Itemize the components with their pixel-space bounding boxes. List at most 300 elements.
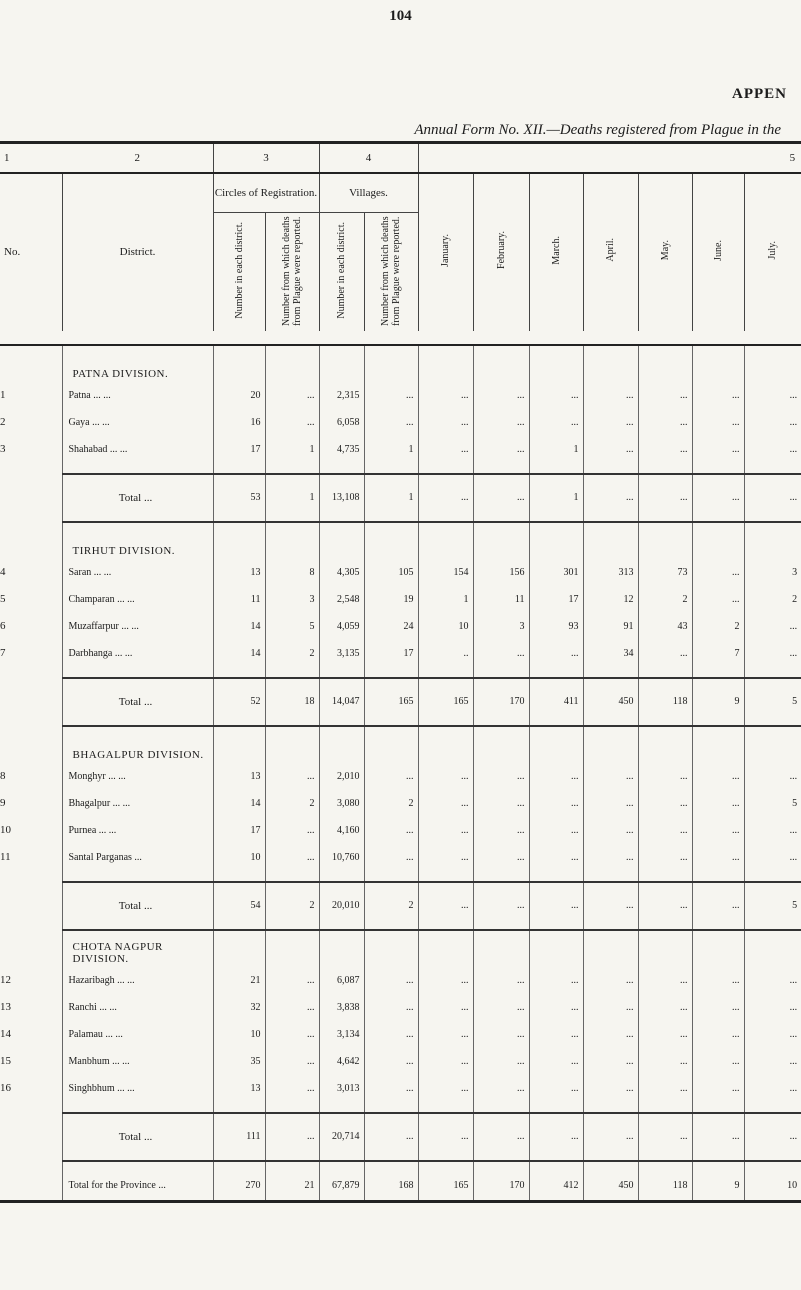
table-cell: ... bbox=[529, 763, 583, 790]
table-cell: ... bbox=[692, 844, 744, 871]
table-cell: 2,010 bbox=[319, 763, 364, 790]
row-number bbox=[0, 930, 62, 967]
table-cell: ... bbox=[364, 1075, 418, 1102]
row-number bbox=[0, 1161, 62, 1172]
total-row bbox=[0, 1113, 801, 1161]
table-cell: 14 bbox=[213, 790, 265, 817]
table-cell: 3,135 bbox=[319, 640, 364, 667]
villages-number-header bbox=[319, 213, 364, 331]
table-cell: 14 bbox=[213, 640, 265, 667]
table-cell bbox=[744, 522, 801, 559]
table-cell: ... bbox=[529, 817, 583, 844]
table-cell bbox=[265, 1102, 319, 1113]
table-cell: 154 bbox=[418, 559, 473, 586]
table-cell: ... bbox=[638, 382, 692, 409]
column-number-row bbox=[0, 143, 801, 174]
month-label: March. bbox=[550, 235, 562, 265]
table-cell: ... bbox=[364, 409, 418, 436]
table-cell bbox=[319, 726, 364, 763]
table-cell bbox=[744, 930, 801, 967]
table-cell bbox=[583, 1161, 638, 1172]
table-cell: ... bbox=[364, 994, 418, 1021]
table-cell: ... bbox=[583, 1048, 638, 1075]
total-cell: ... bbox=[364, 1113, 418, 1161]
circles-number-header bbox=[213, 213, 265, 331]
row-number: 7 bbox=[0, 647, 6, 659]
month-label: May. bbox=[659, 240, 671, 261]
table-cell: ... bbox=[638, 817, 692, 844]
table-cell bbox=[418, 726, 473, 763]
total-cell: 1 bbox=[529, 474, 583, 522]
grand-total-cell: 10 bbox=[744, 1172, 801, 1202]
table-cell bbox=[583, 522, 638, 559]
row-number bbox=[0, 882, 62, 930]
month-header-may bbox=[638, 173, 692, 331]
total-cell: 411 bbox=[529, 678, 583, 726]
table-row bbox=[0, 586, 801, 613]
table-cell bbox=[638, 930, 692, 967]
table-cell: 17 bbox=[364, 640, 418, 667]
table-cell: 91 bbox=[583, 613, 638, 640]
row-number: 4 bbox=[0, 566, 6, 578]
table-cell: ... bbox=[529, 790, 583, 817]
row-number bbox=[0, 1172, 62, 1202]
table-cell bbox=[319, 345, 364, 382]
table-cell: ... bbox=[265, 967, 319, 994]
header-rule bbox=[0, 331, 801, 345]
total-cell: ... bbox=[473, 474, 529, 522]
table-cell bbox=[319, 463, 364, 474]
plague-deaths-table bbox=[0, 141, 801, 1203]
total-cell: ... bbox=[418, 474, 473, 522]
table-row bbox=[0, 817, 801, 844]
table-cell bbox=[319, 1161, 364, 1172]
table-cell: 13 bbox=[213, 559, 265, 586]
division-name: BHAGALPUR DIVISION. bbox=[62, 726, 213, 763]
table-cell: 2 bbox=[638, 586, 692, 613]
district-name: Patna ... ... bbox=[62, 382, 213, 409]
table-cell bbox=[583, 726, 638, 763]
table-cell: 6,087 bbox=[319, 967, 364, 994]
spacer-row bbox=[0, 463, 801, 474]
column-number: 4 bbox=[319, 143, 418, 174]
table-cell: ... bbox=[265, 1048, 319, 1075]
total-cell: ... bbox=[638, 1113, 692, 1161]
total-cell: 450 bbox=[583, 678, 638, 726]
table-cell: ... bbox=[473, 967, 529, 994]
table-cell: 21 bbox=[213, 967, 265, 994]
table-cell bbox=[319, 667, 364, 678]
table-cell: ... bbox=[638, 844, 692, 871]
total-label: Total ... bbox=[62, 1113, 213, 1161]
table-cell: ... bbox=[364, 817, 418, 844]
row-number bbox=[0, 345, 62, 382]
table-cell bbox=[265, 930, 319, 967]
table-cell bbox=[638, 726, 692, 763]
table-cell: ... bbox=[473, 382, 529, 409]
table-cell bbox=[213, 345, 265, 382]
table-cell bbox=[692, 522, 744, 559]
grand-total-cell: 9 bbox=[692, 1172, 744, 1202]
table-cell: 11 bbox=[213, 586, 265, 613]
table-cell: ... bbox=[529, 844, 583, 871]
table-cell bbox=[583, 463, 638, 474]
table-cell bbox=[583, 345, 638, 382]
row-number bbox=[0, 474, 62, 522]
table-cell bbox=[364, 930, 418, 967]
table-cell: ... bbox=[418, 790, 473, 817]
table-cell bbox=[364, 667, 418, 678]
month-label: February. bbox=[495, 231, 507, 270]
division-row bbox=[0, 522, 801, 559]
table-cell: 20 bbox=[213, 382, 265, 409]
table-cell bbox=[62, 1161, 213, 1172]
table-cell: 14 bbox=[213, 613, 265, 640]
table-cell: ... bbox=[364, 382, 418, 409]
table-cell: 17 bbox=[213, 817, 265, 844]
total-cell: ... bbox=[692, 1113, 744, 1161]
table-cell: 6,058 bbox=[319, 409, 364, 436]
table-cell bbox=[364, 871, 418, 882]
total-cell: 118 bbox=[638, 678, 692, 726]
row-number: 15 bbox=[0, 1055, 11, 1067]
table-cell: ... bbox=[692, 817, 744, 844]
table-cell: 34 bbox=[583, 640, 638, 667]
district-name: Monghyr ... ... bbox=[62, 763, 213, 790]
table-cell: 10 bbox=[213, 1021, 265, 1048]
total-cell: 20,010 bbox=[319, 882, 364, 930]
table-cell: ... bbox=[638, 436, 692, 463]
table-cell: 32 bbox=[213, 994, 265, 1021]
total-cell: 111 bbox=[213, 1113, 265, 1161]
table-cell bbox=[529, 522, 583, 559]
table-cell bbox=[744, 667, 801, 678]
month-label: July. bbox=[767, 240, 779, 260]
table-cell: ... bbox=[418, 409, 473, 436]
table-cell bbox=[319, 871, 364, 882]
table-row bbox=[0, 994, 801, 1021]
table-cell bbox=[638, 345, 692, 382]
table-cell: ... bbox=[583, 967, 638, 994]
column-number: 5 bbox=[418, 143, 801, 174]
table-cell bbox=[418, 463, 473, 474]
grand-total-cell: 165 bbox=[418, 1172, 473, 1202]
villages-header: Villages. bbox=[319, 173, 418, 213]
row-number bbox=[0, 726, 62, 763]
table-cell bbox=[473, 871, 529, 882]
table-cell: 8 bbox=[265, 559, 319, 586]
table-cell bbox=[583, 930, 638, 967]
table-cell: 17 bbox=[213, 436, 265, 463]
circles-plague-header bbox=[265, 213, 319, 331]
table-cell bbox=[364, 463, 418, 474]
table-body bbox=[0, 345, 801, 1202]
table-cell: 7 bbox=[692, 640, 744, 667]
district-name: Bhagalpur ... ... bbox=[62, 790, 213, 817]
row-number: 9 bbox=[0, 797, 6, 809]
table-cell bbox=[364, 345, 418, 382]
table-cell: ... bbox=[692, 1021, 744, 1048]
table-cell: ... bbox=[692, 763, 744, 790]
table-cell: 105 bbox=[364, 559, 418, 586]
district-name: Singhbhum ... ... bbox=[62, 1075, 213, 1102]
table-row bbox=[0, 409, 801, 436]
table-row bbox=[0, 763, 801, 790]
form-title: Annual Form No. XII.—Deaths registered from Plague in the bbox=[414, 122, 781, 138]
table-cell bbox=[583, 871, 638, 882]
table-cell bbox=[418, 667, 473, 678]
total-cell: 170 bbox=[473, 678, 529, 726]
table-cell bbox=[213, 667, 265, 678]
table-cell: ... bbox=[744, 844, 801, 871]
table-cell: ... bbox=[638, 763, 692, 790]
row-number: 2 bbox=[0, 416, 6, 428]
table-cell: 4,059 bbox=[319, 613, 364, 640]
table-cell: ... bbox=[473, 763, 529, 790]
plague-deaths-table-wrap bbox=[0, 141, 801, 1203]
table-cell bbox=[213, 1161, 265, 1172]
table-cell: ... bbox=[265, 817, 319, 844]
table-cell bbox=[62, 463, 213, 474]
table-cell: ... bbox=[744, 967, 801, 994]
table-cell: ... bbox=[692, 382, 744, 409]
table-cell: 16 bbox=[213, 409, 265, 436]
table-cell bbox=[319, 522, 364, 559]
table-cell bbox=[473, 667, 529, 678]
total-cell: 14,047 bbox=[319, 678, 364, 726]
table-cell: 4,642 bbox=[319, 1048, 364, 1075]
table-cell bbox=[583, 1102, 638, 1113]
table-cell bbox=[319, 1102, 364, 1113]
table-cell bbox=[744, 1161, 801, 1172]
total-cell: 165 bbox=[418, 678, 473, 726]
district-name: Santal Parganas ... bbox=[62, 844, 213, 871]
table-cell bbox=[692, 463, 744, 474]
table-cell: 313 bbox=[583, 559, 638, 586]
row-number bbox=[0, 871, 62, 882]
header-label: Number from which deaths from Plague were reported. bbox=[281, 216, 303, 327]
table-cell: 3 bbox=[473, 613, 529, 640]
table-cell: 2,548 bbox=[319, 586, 364, 613]
table-cell bbox=[692, 871, 744, 882]
table-cell bbox=[364, 726, 418, 763]
table-cell: 24 bbox=[364, 613, 418, 640]
table-row bbox=[0, 1048, 801, 1075]
district-name: Darbhanga ... ... bbox=[62, 640, 213, 667]
row-number: 8 bbox=[0, 770, 6, 782]
table-cell: ... bbox=[364, 763, 418, 790]
table-cell: ... bbox=[418, 1021, 473, 1048]
table-cell bbox=[62, 667, 213, 678]
table-cell: 12 bbox=[583, 586, 638, 613]
row-number: 16 bbox=[0, 1082, 11, 1094]
total-cell: ... bbox=[473, 882, 529, 930]
district-name: Saran ... ... bbox=[62, 559, 213, 586]
district-name: Manbhum ... ... bbox=[62, 1048, 213, 1075]
table-cell: ... bbox=[418, 1075, 473, 1102]
table-cell: ... bbox=[473, 817, 529, 844]
grand-total-cell: 67,879 bbox=[319, 1172, 364, 1202]
total-cell: ... bbox=[529, 1113, 583, 1161]
table-cell bbox=[638, 1102, 692, 1113]
table-cell: ... bbox=[473, 1021, 529, 1048]
table-cell bbox=[529, 871, 583, 882]
table-cell: ... bbox=[529, 1048, 583, 1075]
spacer-row bbox=[0, 871, 801, 882]
month-header-january bbox=[418, 173, 473, 331]
table-cell: ... bbox=[583, 1075, 638, 1102]
table-cell: ... bbox=[638, 640, 692, 667]
table-cell: ... bbox=[744, 436, 801, 463]
table-cell: 2 bbox=[692, 613, 744, 640]
table-cell bbox=[213, 1102, 265, 1113]
table-cell: ... bbox=[473, 640, 529, 667]
table-cell: ... bbox=[692, 1048, 744, 1075]
table-cell: ... bbox=[418, 763, 473, 790]
grand-total-label: Total for the Province ... bbox=[62, 1172, 213, 1202]
table-cell bbox=[213, 726, 265, 763]
table-cell bbox=[744, 1102, 801, 1113]
table-cell: ... bbox=[418, 382, 473, 409]
column-number: 1 bbox=[0, 143, 62, 174]
row-number: 11 bbox=[0, 851, 11, 863]
total-cell: 5 bbox=[744, 678, 801, 726]
spacer-row bbox=[0, 1102, 801, 1113]
table-cell: 301 bbox=[529, 559, 583, 586]
total-cell: 9 bbox=[692, 678, 744, 726]
table-cell: 2 bbox=[265, 790, 319, 817]
table-cell: ... bbox=[473, 844, 529, 871]
table-cell bbox=[265, 1161, 319, 1172]
row-number bbox=[0, 1102, 62, 1113]
table-cell: 2 bbox=[265, 640, 319, 667]
table-cell bbox=[529, 667, 583, 678]
table-cell: ... bbox=[364, 1048, 418, 1075]
table-cell bbox=[418, 522, 473, 559]
table-cell: 35 bbox=[213, 1048, 265, 1075]
table-cell: 1 bbox=[529, 436, 583, 463]
month-header-april bbox=[583, 173, 638, 331]
table-cell bbox=[638, 522, 692, 559]
table-cell: 73 bbox=[638, 559, 692, 586]
table-cell: ... bbox=[265, 844, 319, 871]
grand-total-cell: 118 bbox=[638, 1172, 692, 1202]
table-cell: ... bbox=[692, 559, 744, 586]
row-number: 14 bbox=[0, 1028, 11, 1040]
table-cell: ... bbox=[638, 1021, 692, 1048]
table-cell: ... bbox=[265, 382, 319, 409]
grand-total-cell: 168 bbox=[364, 1172, 418, 1202]
table-cell: ... bbox=[692, 436, 744, 463]
month-header-june bbox=[692, 173, 744, 331]
table-cell: ... bbox=[583, 994, 638, 1021]
table-row bbox=[0, 382, 801, 409]
district-name: Muzaffarpur ... ... bbox=[62, 613, 213, 640]
table-cell: ... bbox=[529, 409, 583, 436]
table-cell: 5 bbox=[744, 790, 801, 817]
table-cell: ... bbox=[583, 763, 638, 790]
table-cell: ... bbox=[583, 382, 638, 409]
table-cell: ... bbox=[692, 586, 744, 613]
table-cell bbox=[744, 726, 801, 763]
month-label: June. bbox=[712, 239, 724, 261]
table-cell: 1 bbox=[364, 436, 418, 463]
total-cell: 52 bbox=[213, 678, 265, 726]
total-cell: ... bbox=[638, 474, 692, 522]
table-cell bbox=[529, 1161, 583, 1172]
total-cell: ... bbox=[473, 1113, 529, 1161]
table-cell bbox=[418, 1161, 473, 1172]
table-cell: ... bbox=[692, 994, 744, 1021]
row-number bbox=[0, 522, 62, 559]
table-cell bbox=[319, 930, 364, 967]
district-name: Palamau ... ... bbox=[62, 1021, 213, 1048]
table-cell: ... bbox=[418, 994, 473, 1021]
grand-total-cell: 412 bbox=[529, 1172, 583, 1202]
grand-total-cell: 270 bbox=[213, 1172, 265, 1202]
total-cell: 2 bbox=[364, 882, 418, 930]
month-label: January. bbox=[440, 233, 451, 267]
total-cell: 1 bbox=[364, 474, 418, 522]
district-name: Gaya ... ... bbox=[62, 409, 213, 436]
division-name: PATNA DIVISION. bbox=[62, 345, 213, 382]
table-cell: 2 bbox=[744, 586, 801, 613]
total-cell: 1 bbox=[265, 474, 319, 522]
table-cell: ... bbox=[692, 409, 744, 436]
table-cell: ... bbox=[638, 1075, 692, 1102]
month-header-march bbox=[529, 173, 583, 331]
table-cell: ... bbox=[418, 817, 473, 844]
table-cell bbox=[265, 463, 319, 474]
table-cell bbox=[529, 463, 583, 474]
table-cell: 4,305 bbox=[319, 559, 364, 586]
total-row bbox=[0, 882, 801, 930]
row-number: 3 bbox=[0, 443, 6, 455]
table-cell bbox=[692, 1161, 744, 1172]
total-label: Total ... bbox=[62, 882, 213, 930]
table-row bbox=[0, 559, 801, 586]
table-cell bbox=[583, 667, 638, 678]
table-cell: 43 bbox=[638, 613, 692, 640]
table-cell: ... bbox=[744, 763, 801, 790]
table-cell bbox=[265, 871, 319, 882]
spacer-row bbox=[0, 1161, 801, 1172]
table-row bbox=[0, 844, 801, 871]
table-cell: ... bbox=[744, 409, 801, 436]
table-cell: 5 bbox=[265, 613, 319, 640]
total-cell: 53 bbox=[213, 474, 265, 522]
table-cell: 3 bbox=[265, 586, 319, 613]
villages-plague-header bbox=[364, 213, 418, 331]
table-cell bbox=[692, 726, 744, 763]
table-cell bbox=[529, 1102, 583, 1113]
table-cell bbox=[265, 667, 319, 678]
total-cell: ... bbox=[529, 882, 583, 930]
table-row bbox=[0, 613, 801, 640]
table-cell: 3,013 bbox=[319, 1075, 364, 1102]
table-cell: 17 bbox=[529, 586, 583, 613]
table-cell bbox=[473, 1161, 529, 1172]
table-cell: ... bbox=[418, 1048, 473, 1075]
table-cell bbox=[744, 463, 801, 474]
header-label: Number from which deaths from Plague were reported. bbox=[380, 216, 402, 327]
table-cell bbox=[473, 726, 529, 763]
division-name: TIRHUT DIVISION. bbox=[62, 522, 213, 559]
division-row bbox=[0, 726, 801, 763]
table-cell bbox=[473, 463, 529, 474]
total-cell: ... bbox=[583, 1113, 638, 1161]
appendix-heading: APPEN bbox=[732, 86, 787, 102]
